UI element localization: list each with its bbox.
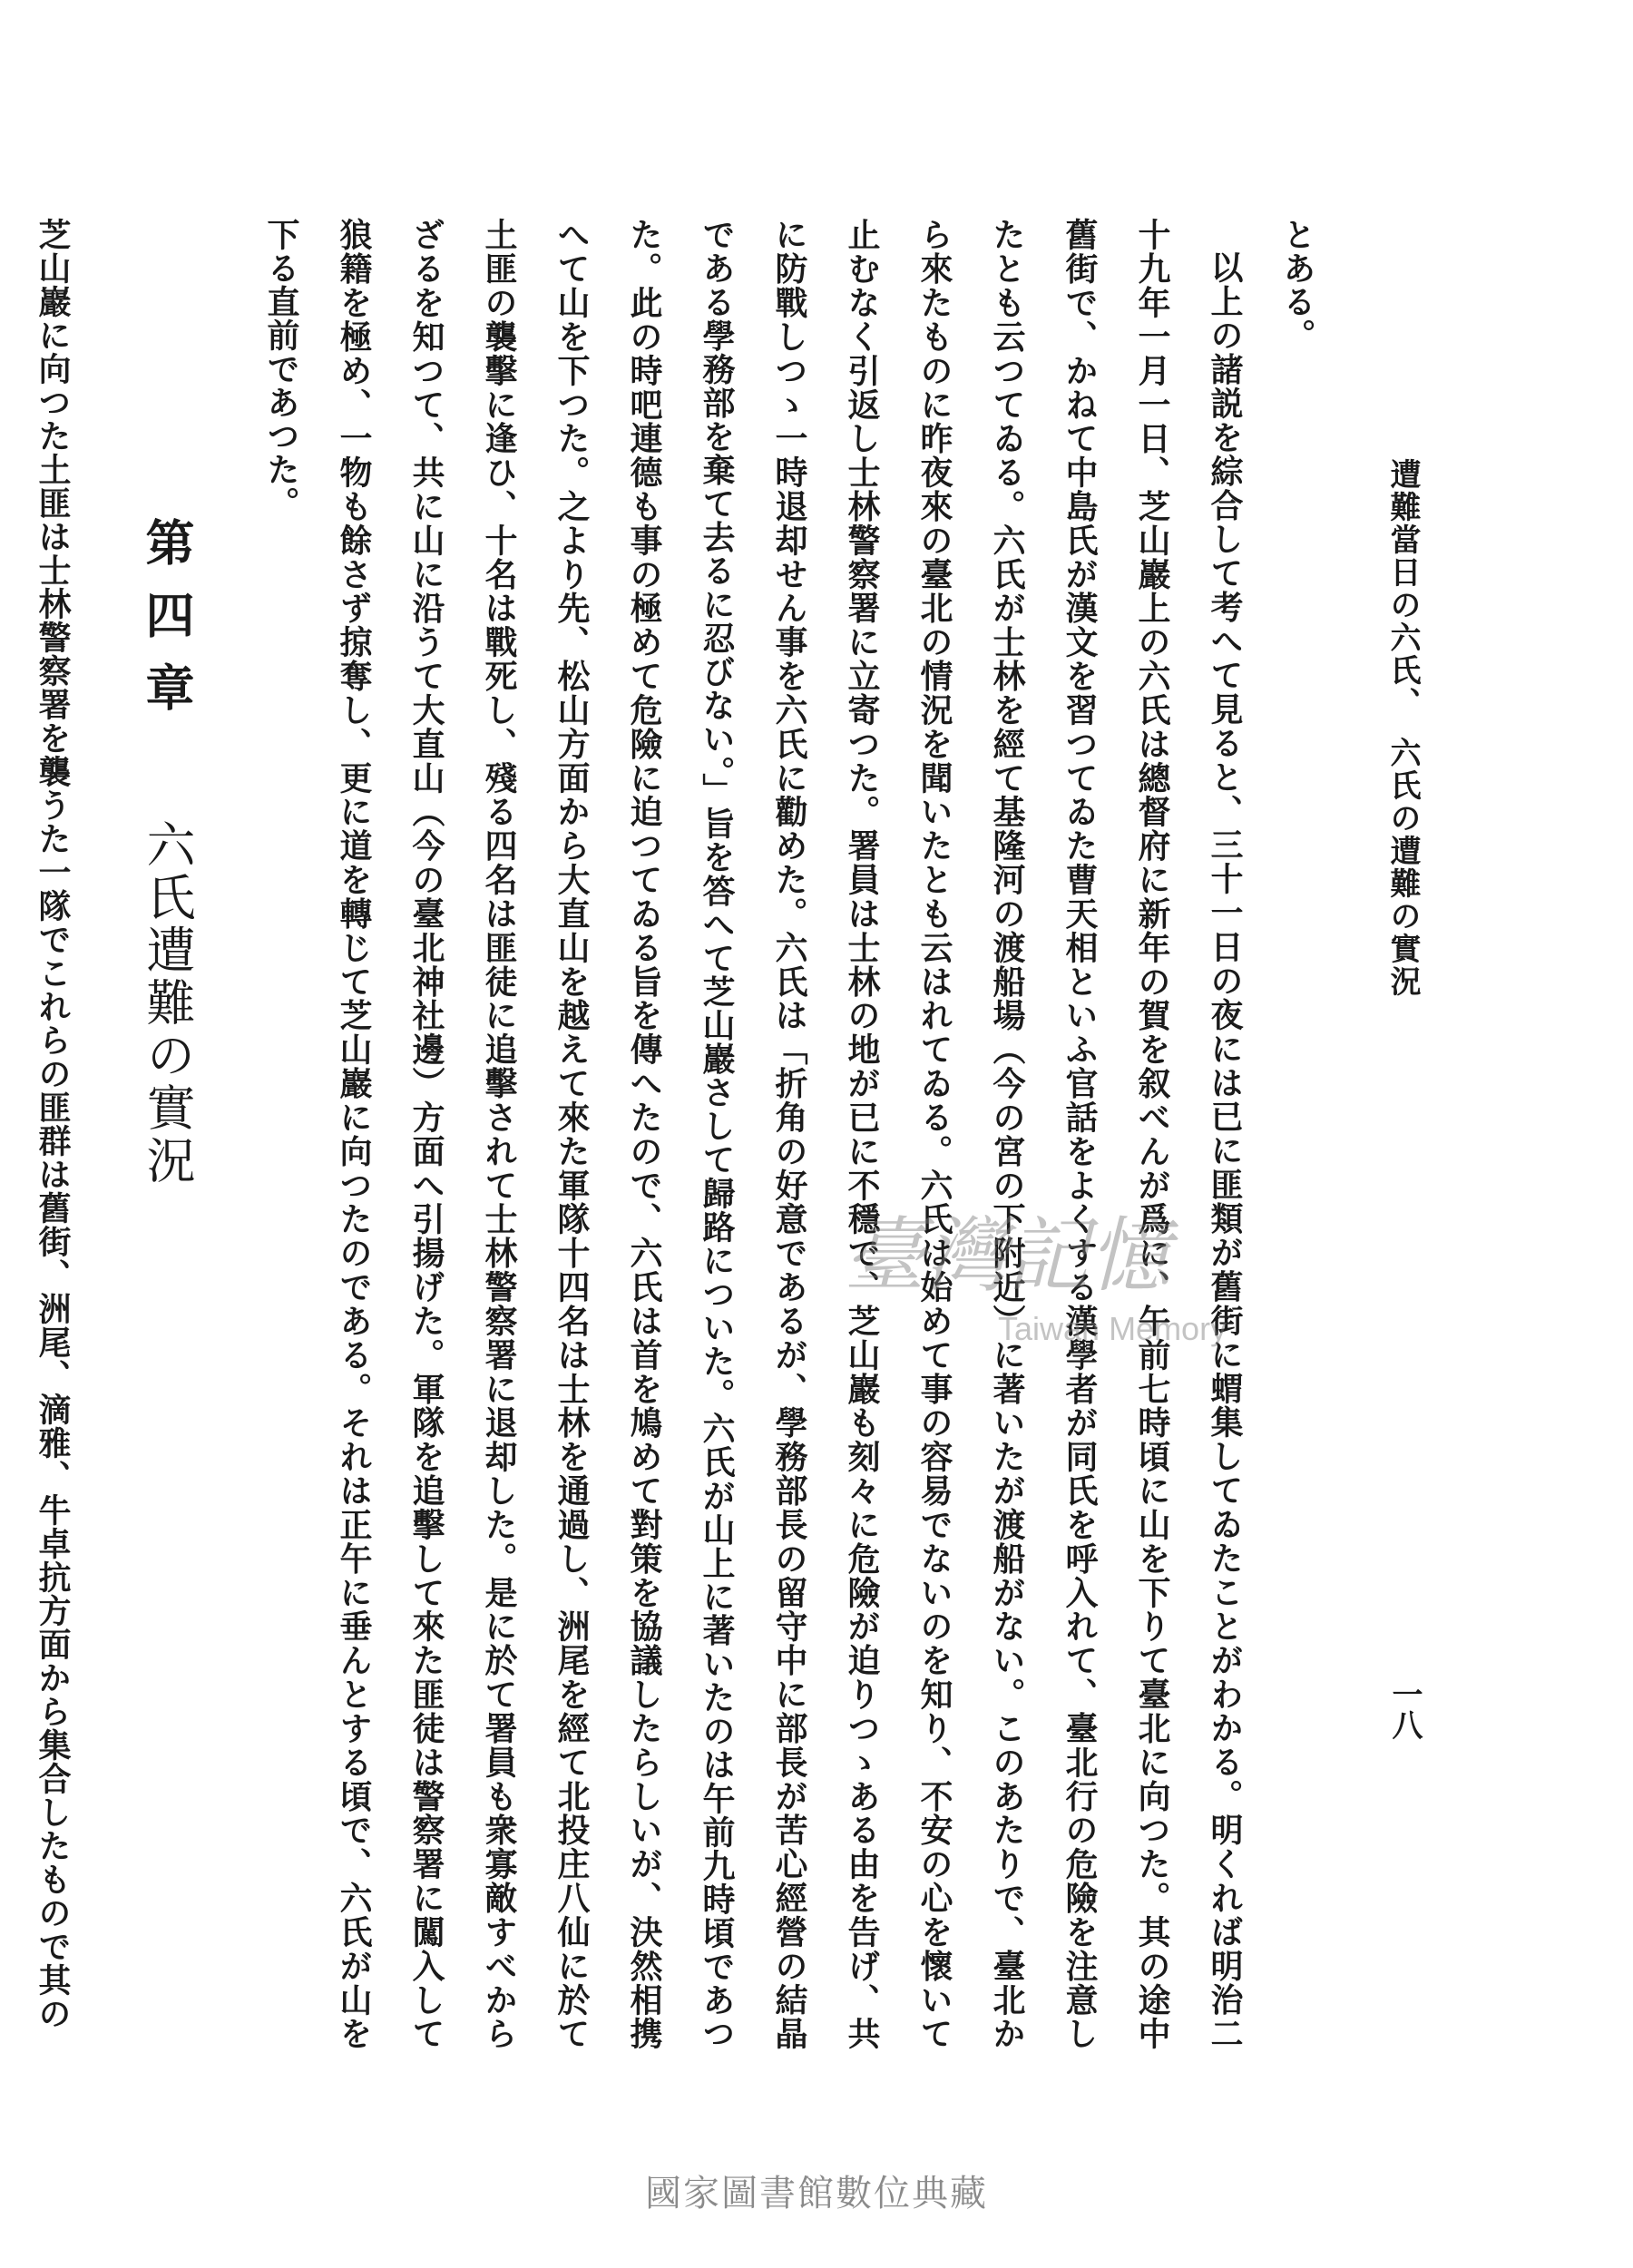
footer-credit: 國家圖書館數位典藏 bbox=[645, 2173, 988, 2214]
watermark-english: Taiwan Memory bbox=[998, 1310, 1227, 1347]
chapter-heading bbox=[112, 218, 221, 2050]
chapter-title: 六氏遭難の實況 bbox=[139, 818, 196, 1188]
paragraph-opening: とある。 bbox=[1278, 218, 1316, 352]
chapter-number: 第四章 bbox=[138, 517, 196, 735]
running-head: 遭難當日の六氏、 六氏の遭難の實況 bbox=[1384, 458, 1421, 998]
watermark-logo bbox=[844, 1207, 1315, 1361]
body-text bbox=[34, 218, 1334, 2051]
paragraph-main: 以上の諸説を綜合して考へて見ると、三十一日の夜には已に匪類が舊街に蝟集してゐたことがわかる。明くれば明治二十九年一月一日、芝山巖上の六氏は總督府に新年の賀を叙べんが爲に、午前七時頃に山を下りて臺北に向つた。其の途中舊街で、かねて中島氏が漢文を習つてゐた曹天相といふ官話をよくする漢學者が同氏を呼入れて、臺北行の危險を注意したとも云つてゐる。六氏が士林を經て基隆河の渡船場（今の宮の下附近）に著いたが渡船がない。このあたりで、臺北から來たものに昨夜來の臺北の情況を聞いたとも云はれてゐる。六氏は始めて事の容易でないのを知り、不安の心を懷いて止むなく引返し士林警察署に立寄つた。署員は士林の地が已に不穩で、芝山巖も刻々に危險が迫りつゝある由を告げ、共に防戰しつゝ一時退却せん事を六氏に勸めた。六氏は「折角の好意であるが、學務部長の留守中に部長が苦心經營の結晶である學務部を棄て去るに忍びない。」旨を答へて芝山巖さして歸路についた。六氏が山上に著いたのは午前九時頃であつた。此の時吧連德も事の極めて危險に迫つてゐる旨を傳へたので、六氏は首を鳩めて對策を協議したらしいが、決然相携へて山を下つた。之より先、松山方面から大直山を越えて來た軍隊十四名は士林を通過し、洲尾を經て北投庄八仙に於て土匪の襲擊に逢ひ、十名は戰死し、殘る四名は匪徒に追擊されて士林警察署に退却した。是に於て署員も衆寡敵すべからざるを知つて、共に山に沿うて大直山（今の臺北神社邊）方面へ引揚げた。軍隊を追擊して來た匪徒は警察署に闖入して狼籍を極め、一物も餘さず掠奪し、更に道を轉じて芝山巖に向つたのである。それは正午に垂んとする頃で、六氏が山を下る直前であつた。 bbox=[262, 218, 1244, 2051]
watermark-chinese: 臺灣記憶 bbox=[844, 1208, 1170, 1304]
page-number: 一八 bbox=[1386, 1678, 1423, 1740]
paragraph-after-heading: 芝山巖に向つた土匪は士林警察署を襲うた一隊でこれらの匪群は舊街、洲尾、滴雅、牛卓抗方面から集合したもので其の bbox=[34, 218, 72, 2030]
